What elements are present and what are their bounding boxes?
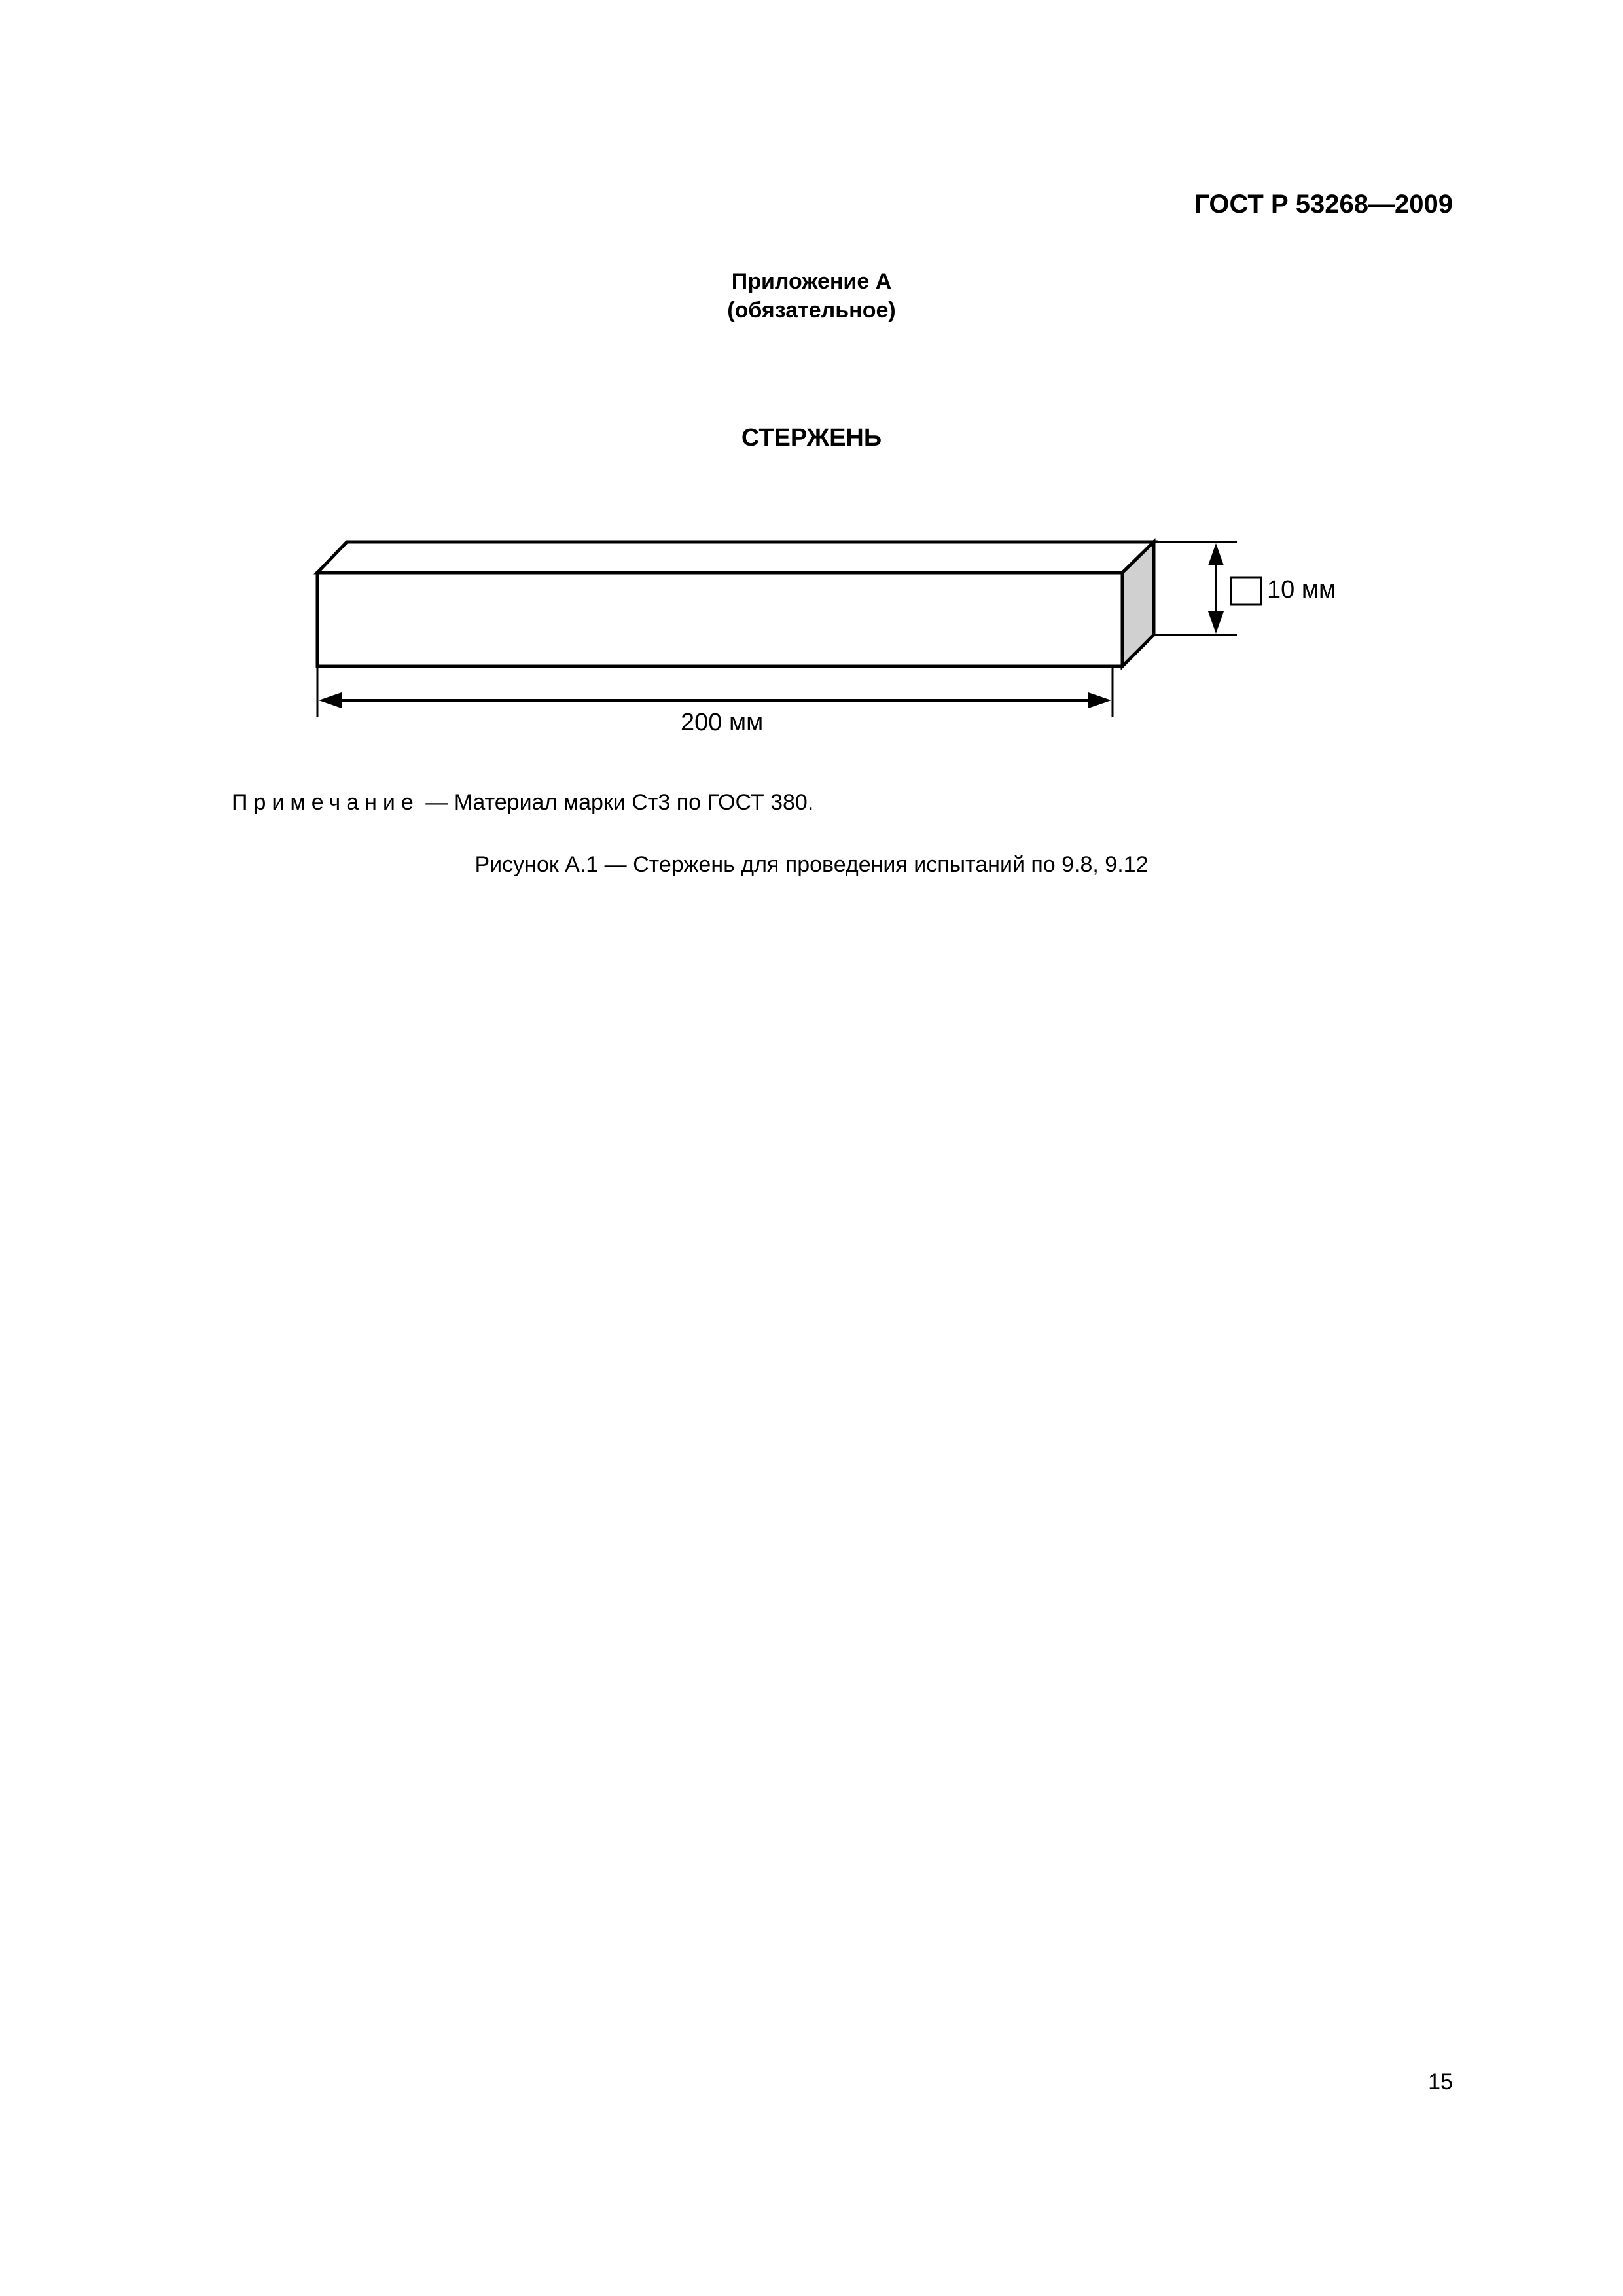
rod-top-face xyxy=(317,542,1154,573)
figure-note xyxy=(232,790,813,816)
square-section-symbol xyxy=(1231,577,1261,605)
length-dimension-label: 200 мм xyxy=(681,709,764,736)
document-code: ГОСТ Р 53268—2009 xyxy=(1194,190,1453,219)
rod-figure xyxy=(301,524,1374,746)
length-arrow-left xyxy=(319,692,342,708)
height-dimension-label: 10 мм xyxy=(1267,576,1336,603)
page-number: 15 xyxy=(1428,2070,1453,2094)
rod-drawing xyxy=(301,524,1374,746)
note-label: Примечание xyxy=(232,790,419,815)
appendix-heading xyxy=(0,267,1623,325)
rod-front-face xyxy=(317,573,1122,666)
figure-caption: Рисунок А.1 — Стержень для проведения испытаний по 9.8, 9.12 xyxy=(474,852,1149,877)
section-title: СТЕРЖЕНЬ xyxy=(741,424,882,452)
appendix-status: (обязательное) xyxy=(727,298,896,323)
note-text: — Материал марки Ст3 по ГОСТ 380. xyxy=(419,790,814,815)
appendix-title: Приложение А xyxy=(731,269,892,294)
height-arrow-up xyxy=(1208,543,1224,565)
length-arrow-right xyxy=(1088,692,1111,708)
height-arrow-down xyxy=(1208,611,1224,634)
